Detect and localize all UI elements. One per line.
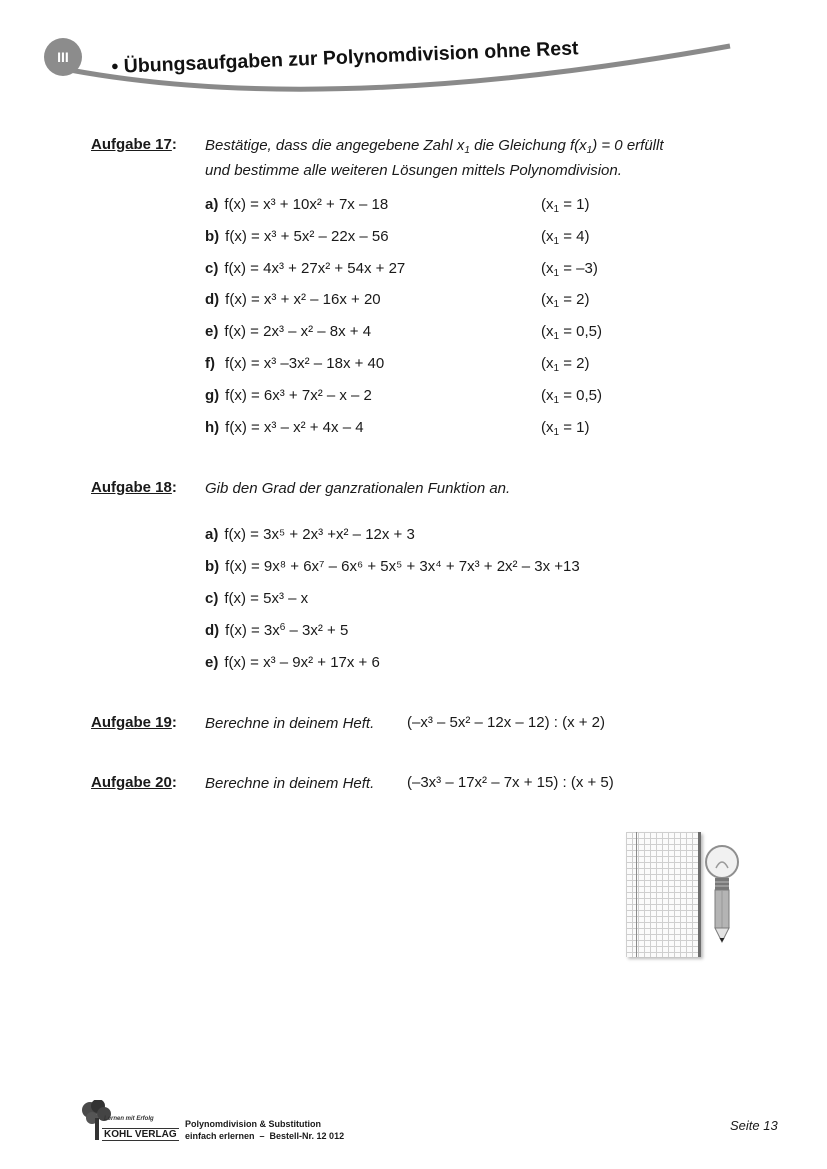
- task-17-instr-line2: und bestimme alle weiteren Lösungen mittels Polynomdivision.: [205, 162, 622, 179]
- item-letter: b): [205, 558, 220, 575]
- given-prefix: (x: [541, 387, 554, 404]
- task-17-item-h: [205, 419, 364, 436]
- item-expression: f(x) = 2x³ – x² – 8x + 4: [224, 323, 372, 340]
- task-17-item-d: [205, 291, 381, 308]
- task-17-given-e: [541, 323, 602, 342]
- footer-line-2: einfach erlernen – Bestell-Nr. 12 012: [185, 1131, 345, 1141]
- task-20-instruction: Berechne in deinem Heft.: [205, 775, 375, 792]
- given-value: = 2): [559, 355, 590, 372]
- given-value: = 4): [559, 228, 590, 245]
- item-expression-suffix: – 3x² + 5: [285, 622, 349, 639]
- task-17-item-c: [205, 260, 405, 277]
- task-18-instruction: Gib den Grad der ganzrationalen Funktion an.: [205, 480, 511, 497]
- page-number: Seite 13: [730, 1118, 778, 1133]
- item-expression: f(x) = 4x³ + 27x² + 54x + 27: [224, 260, 406, 277]
- task-19-colon: :: [171, 714, 177, 731]
- task-17-instr-part3: ) = 0 erfüllt: [592, 137, 664, 154]
- notebook-margin-line: [636, 832, 637, 957]
- task-18-item-b: [205, 558, 580, 575]
- task-17-given-b: [541, 228, 590, 247]
- publisher-name: KOHL VERLAG: [104, 1129, 177, 1140]
- task-17-item-a: [205, 196, 388, 213]
- task-20-label: Aufgabe 20: [91, 774, 172, 791]
- task-19-label: Aufgabe 19: [91, 714, 172, 731]
- given-prefix: (x: [541, 419, 554, 436]
- task-19-instruction: Berechne in deinem Heft.: [205, 715, 375, 732]
- given-subscript: 1: [553, 236, 560, 247]
- task-17-given-d: [541, 291, 590, 310]
- item-letter: b): [205, 228, 220, 245]
- item-letter: e): [205, 323, 219, 340]
- given-value: = 2): [559, 291, 590, 308]
- given-subscript: 1: [553, 363, 560, 374]
- given-subscript: 1: [553, 331, 560, 342]
- item-expression: f(x) = 5x³ – x: [224, 590, 309, 607]
- notebook-icon: [626, 832, 701, 957]
- item-letter: d): [205, 291, 220, 308]
- task-17-instruction: [205, 136, 745, 181]
- item-letter: c): [205, 260, 219, 277]
- task-18-colon: :: [171, 479, 177, 496]
- item-letter: c): [205, 590, 219, 607]
- given-value: = 1): [559, 196, 590, 213]
- task-17-given-g: [541, 387, 602, 406]
- task-17-given-c: [541, 260, 598, 279]
- task-19-expression: (–x³ – 5x² – 12x – 12) : (x + 2): [407, 714, 605, 731]
- given-prefix: (x: [541, 196, 554, 213]
- task-17-header: [91, 136, 177, 154]
- task-20-header: [91, 774, 177, 792]
- task-20-expression: (–3x³ – 17x² – 7x + 15) : (x + 5): [407, 774, 614, 791]
- task-17-given-a: [541, 196, 590, 215]
- page-title: • Übungsaufgaben zur Polynomdivision ohne Rest: [111, 37, 579, 79]
- task-18-item-a: [205, 526, 415, 543]
- given-subscript: 1: [553, 204, 560, 215]
- task-17-label: Aufgabe 17: [91, 136, 172, 153]
- given-value: = 0,5): [559, 323, 603, 340]
- item-expression: f(x) = x³ + x² – 16x + 20: [225, 291, 381, 308]
- footer-book-info: [185, 1118, 344, 1142]
- item-letter: f): [205, 355, 215, 372]
- task-17-instr-sub1: 1: [464, 145, 470, 156]
- task-17-given-f: [541, 355, 590, 374]
- given-subscript: 1: [553, 395, 560, 406]
- item-expression: f(x) = 3x⁵ + 2x³ +x² – 12x + 3: [224, 526, 415, 543]
- item-letter: g): [205, 387, 220, 404]
- given-subscript: 1: [553, 268, 560, 279]
- task-19-header: [91, 714, 177, 732]
- item-letter: a): [205, 196, 219, 213]
- task-17-item-e: [205, 323, 371, 340]
- task-17-instr-part2: die Gleichung f(x: [469, 137, 587, 154]
- task-18-label: Aufgabe 18: [91, 479, 172, 496]
- item-expression: f(x) = 6x³ + 7x² – x – 2: [225, 387, 372, 404]
- task-17-item-f: [205, 355, 384, 372]
- task-17-colon: :: [171, 136, 177, 153]
- task-17-item-b: [205, 228, 389, 245]
- task-17-item-g: [205, 387, 372, 404]
- publisher-slogan: Lernen mit Erfolg: [104, 1116, 154, 1122]
- lightbulb-pencil-icon: [700, 842, 744, 950]
- given-prefix: (x: [541, 291, 554, 308]
- footer-line-1: Polynomdivision & Substitution: [185, 1119, 321, 1129]
- task-17-instr-part1: Bestätige, dass die angegebene Zahl x: [205, 137, 465, 154]
- item-letter: h): [205, 419, 220, 436]
- item-expression: f(x) = x³ – x² + 4x – 4: [225, 419, 364, 436]
- task-17-given-h: [541, 419, 590, 438]
- task-17-instr-sub2: 1: [586, 145, 593, 156]
- item-expression: f(x) = x³ – 9x² + 17x + 6: [224, 654, 380, 671]
- task-20-colon: :: [171, 774, 177, 791]
- item-expression: f(x) = 9x⁸ + 6x⁷ – 6x⁶ + 5x⁵ + 3x⁴ + 7x³ + 2x² – 3x +13: [225, 558, 580, 575]
- item-letter: d): [205, 622, 220, 639]
- task-18-header: [91, 479, 177, 497]
- given-subscript: 1: [553, 427, 560, 438]
- given-value: = 0,5): [559, 387, 603, 404]
- task-18-item-e: [205, 654, 380, 671]
- given-prefix: (x: [541, 260, 554, 277]
- given-prefix: (x: [541, 228, 554, 245]
- task-18-item-d: [205, 622, 348, 639]
- item-letter: a): [205, 526, 219, 543]
- task-18-item-c: [205, 590, 308, 607]
- given-prefix: (x: [541, 323, 554, 340]
- given-prefix: (x: [541, 355, 554, 372]
- item-expression: f(x) = x³ + 10x² + 7x – 18: [224, 196, 389, 213]
- item-expression: f(x) = x³ –3x² – 18x + 40: [225, 355, 385, 372]
- chapter-badge: III: [44, 38, 82, 76]
- item-exponent: 6: [279, 622, 286, 633]
- item-letter: e): [205, 654, 219, 671]
- given-value: = –3): [559, 260, 598, 277]
- item-expression-prefix: f(x) = 3x: [225, 622, 280, 639]
- item-expression: f(x) = x³ + 5x² – 22x – 56: [225, 228, 389, 245]
- given-value: = 1): [559, 419, 590, 436]
- given-subscript: 1: [553, 299, 560, 310]
